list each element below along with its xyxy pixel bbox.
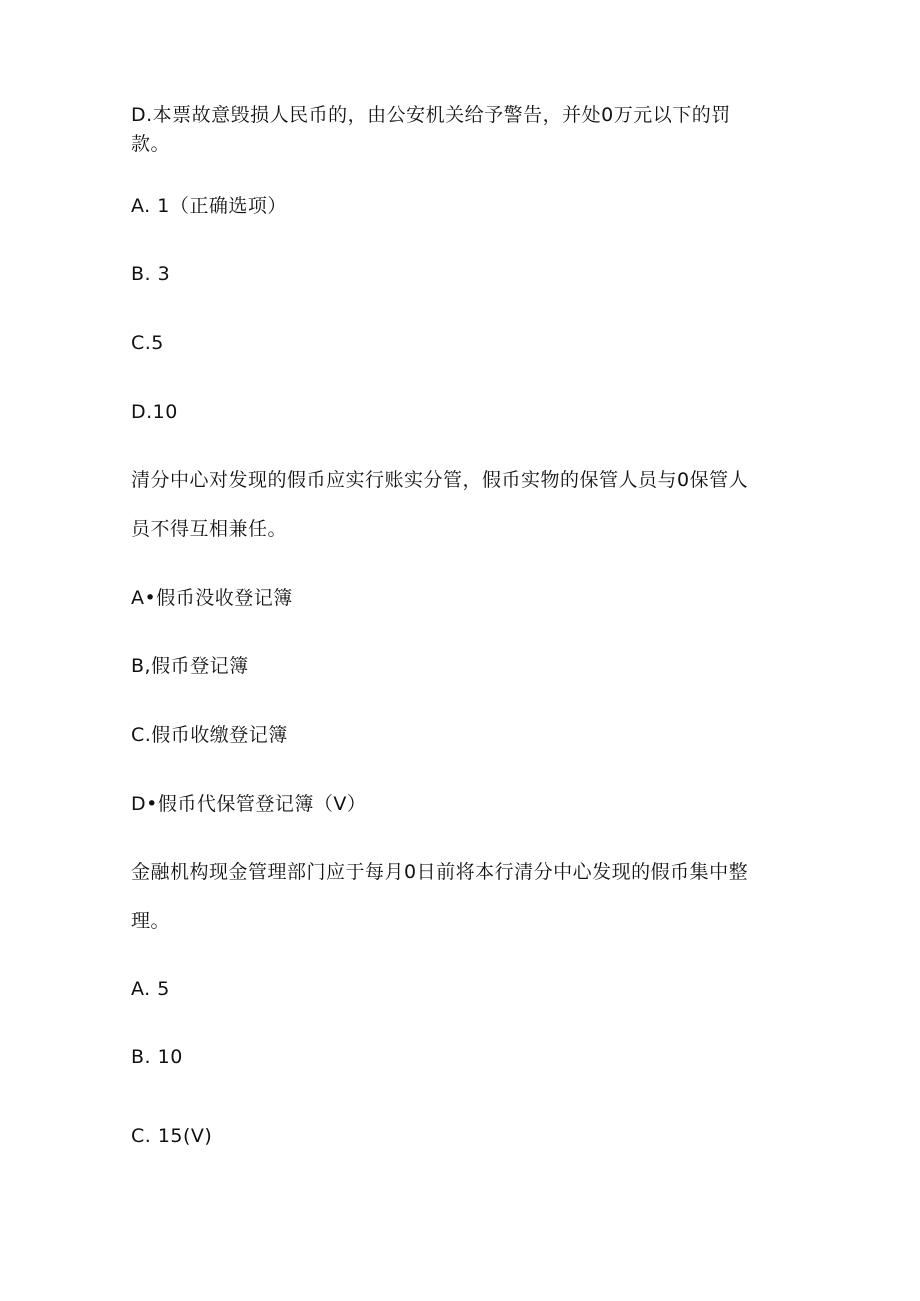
question-3-option-d: D•假币代保管登记簿（V） (131, 793, 367, 815)
question-3-option-c: C.假币收缴登记簿 (131, 724, 288, 746)
question-2-option-b: B. 3 (131, 263, 171, 285)
question-4-option-c: C. 15(V) (131, 1125, 213, 1147)
question-2-option-c: C.5 (131, 332, 164, 354)
question-3-stem-line-2: 员不得互相兼任。 (131, 518, 288, 540)
question-4-option-b: B. 10 (131, 1046, 183, 1068)
question-4-option-a: A. 5 (131, 978, 170, 1000)
question-1-option-d-line-2: 款。 (131, 133, 171, 155)
question-2-option-a: A. 1（正确选项） (131, 195, 287, 217)
question-4-stem-line-1: 金融机构现金管理部门应于每月0日前将本行清分中心发现的假币集中整 (131, 861, 749, 883)
question-1-option-d-line-1: D.本票故意毁损人民币的，由公安机关给予警告，并处0万元以下的罚 (131, 104, 731, 126)
question-3-option-b: B,假币登记簿 (131, 655, 249, 677)
question-3-stem-line-1: 清分中心对发现的假币应实行账实分管，假币实物的保管人员与0保管人 (131, 469, 749, 491)
question-4-stem-line-2: 理。 (131, 910, 171, 932)
question-3-option-a: A•假币没收登记簿 (131, 587, 293, 609)
question-2-option-d: D.10 (131, 401, 178, 423)
